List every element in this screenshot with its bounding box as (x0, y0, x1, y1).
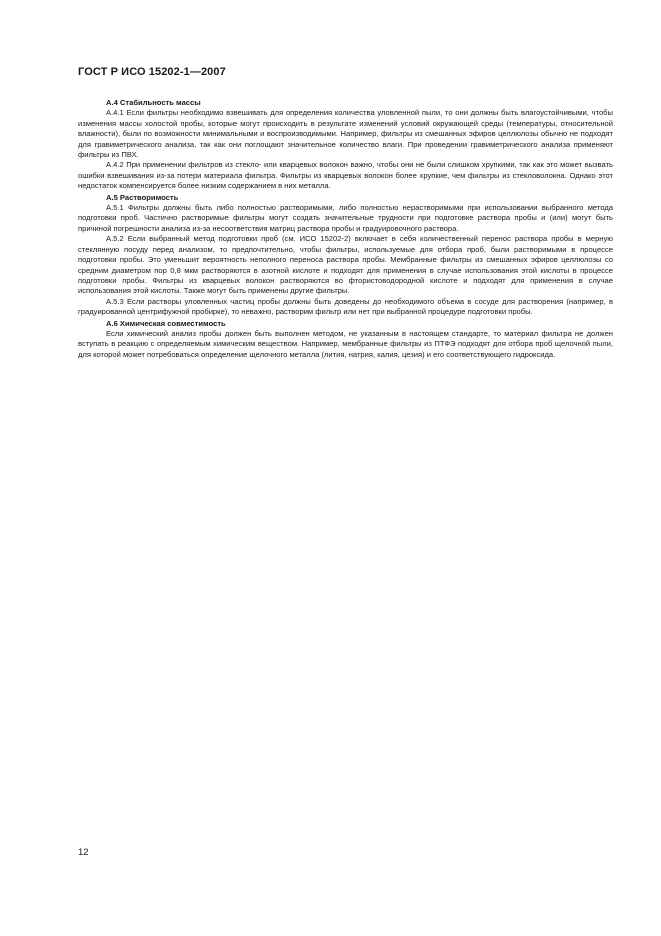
section-heading-a6: А.6 Химическая совместимость (106, 318, 226, 328)
paragraph-a5-1: А.5.1 Фильтры должны быть либо полностью растворимыми, либо полностью нерастворимыми при использовании выбранного метода подготовки проб. Частично растворимые фильтры могут создать значительные трудности при подготовке раствора пробы и (или) могут быть причиной погрешности анализа из-за несоответствия матриц раствора пробы и градуировочного раствора. (78, 203, 613, 233)
page-number: 12 (78, 847, 89, 858)
document-header: ГОСТ Р ИСО 15202-1—2007 (78, 66, 226, 78)
section-heading-a5: А.5 Растворимость (106, 192, 179, 202)
document-body (78, 97, 613, 360)
paragraph-a5-2: А.5.2 Если выбранный метод подготовки проб (см. ИСО 15202-2) включает в себя количественный перенос раствора пробы в мерную стеклянную посуду перед анализом, то предпочтительно, чтобы фильтры, используемые для отбора проб, были растворимыми в процессе подготовки пробы. Это уменьшит вероятность неполного переноса раствора пробы. Мембранные фильтры из смешанных эфиров целлюлозы со средним диаметром пор 0,8 мкм растворяются в азотной кислоте и подходят для применения в случае использования этой кислоты в процессе подготовки пробы. Фильтры из кварцевых волокон растворяются во фтористоводородной кислоте и подходят для применения в случае использования этой кислоты. Также могут быть применены другие фильтры. (78, 234, 613, 296)
paragraph-a4-2: А.4.2 При применении фильтров из стекло- или кварцевых волокон важно, чтобы они не были слишком хрупкими, так как это может вызвать ошибки взвешивания из-за потери материала фильтра. Фильтры из кварцевых волокон более хрупкие, чем фильтры из стекловолокна. Однако этот недостаток компенсируется более низким содержанием в них металла. (78, 160, 613, 191)
paragraph-a6: Если химический анализ пробы должен быть выполнен методом, не указанным в настоящем стандарте, то материал фильтра не должен вступать в реакцию с определяемым химическим веществом. Например, мембранные фильтры из ПТФЭ подходят для отбора проб щелочной пыли, для которой может потребоваться определение щелочного металла (лития, натрия, калия, цезия) и его соответствующего гидроксида. (78, 328, 613, 359)
paragraph-a5-3: А.5.3 Если растворы уловленных частиц пробы должны быть доведены до необходимого объема в сосуде для растворения (например, в градуированной центрифужной пробирке), то неважно, растворим фильтр или нет при выбранной процедуре подготовки пробы. (78, 296, 613, 317)
paragraph-a4-1: А.4.1 Если фильтры необходимо взвешивать для определения количества уловленной пыли, то они должны быть влагоустойчивыми, чтобы изменения массы холостой пробы, которые могут происходить в результате изменений условий окружающей среды (температуры, относительной влажности), были по возможности минимальными и воспроизводимыми. Например, фильтры из смешанных эфиров целлюлозы обычно не подходят для гравиметрического анализа, так как они поглощают значительное количество влаги. При проведении гравиметрического анализа применяют фильтры из ПВХ. (78, 108, 613, 160)
section-heading-a4: А.4 Стабильность массы (106, 98, 201, 107)
